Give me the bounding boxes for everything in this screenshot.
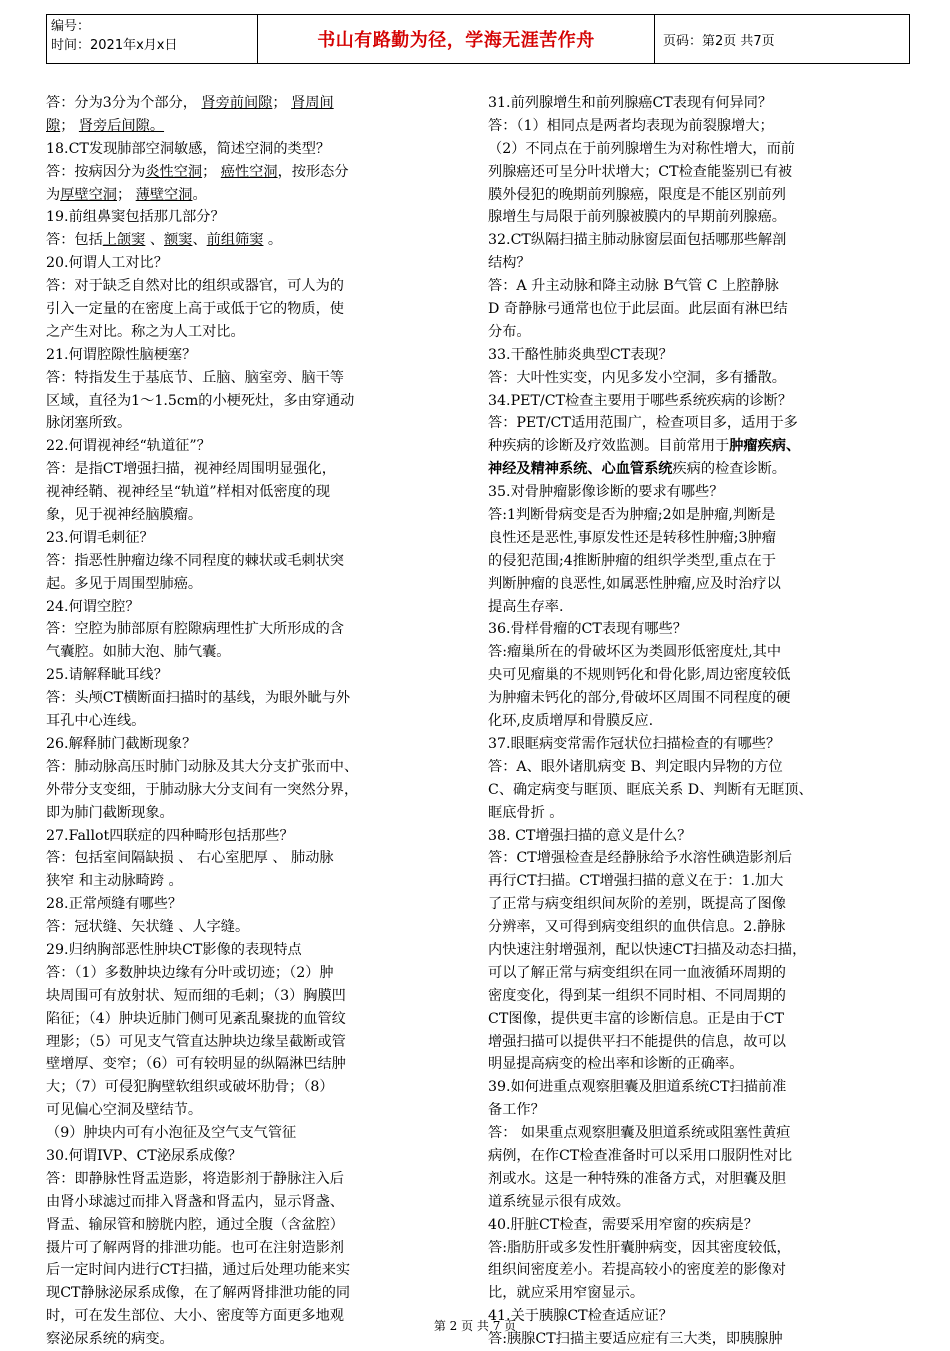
- text-line: [46, 550, 456, 573]
- text-segment: 答：按病因分为: [46, 163, 146, 180]
- page-info: 页码：第2页 共7页: [663, 33, 775, 49]
- text-line: [46, 1145, 456, 1168]
- text-segment: 道系统显示很有成效。: [488, 1193, 630, 1210]
- text-segment: 为肿瘤未钙化的部分,骨破坏区周围不同程度的硬: [488, 690, 791, 707]
- text-line: [488, 710, 908, 733]
- text-segment: ；: [272, 95, 292, 111]
- text-line: [488, 1145, 908, 1168]
- text-segment: 22.何谓视神经“轨道征”？: [46, 438, 211, 455]
- text-line: [488, 733, 908, 756]
- text-segment: 肾盂、输尿管和膀胱内腔，通过全腹（含盆腔）: [46, 1216, 344, 1233]
- text-segment: 区域，直径为1～1.5cm的小梗死灶，多由穿通动: [46, 392, 355, 409]
- text-line: [488, 1008, 908, 1031]
- text-line: [488, 802, 908, 825]
- text-line: [46, 1259, 456, 1282]
- text-line: [488, 687, 908, 710]
- text-line: [488, 206, 908, 229]
- text-segment: 32.CT纵隔扫描主肺动脉窗层面包括哪那些解剖: [488, 232, 787, 249]
- text-segment: 答：大叶性实变，内见多发小空洞，多有播散。: [488, 369, 786, 386]
- text-segment: 答:瘤巢所在的骨破坏区为类圆形低密度灶,其中: [488, 644, 782, 661]
- text-segment: 炎性空洞: [145, 163, 203, 180]
- text-segment: 答：PET/CT适用范围广，检查项目多，适用于多: [488, 415, 798, 432]
- text-segment: 耳孔中心连线。: [46, 713, 146, 730]
- text-segment: 答：（1）多数肿块边缘有分叶或切迹；（2）肿: [46, 964, 334, 981]
- text-segment: 答： 如果重点观察胆囊及胆道系统或阻塞性黄疸: [488, 1125, 791, 1142]
- text-line: [46, 893, 456, 916]
- text-segment: （2）不同点在于前列腺增生为对称性增大，而前: [488, 140, 795, 157]
- text-segment: 答：即静脉性肾盂造影，将造影剂于静脉注入后: [46, 1170, 344, 1187]
- text-line: [46, 229, 456, 252]
- text-segment: 再行CT扫描。CT增强扫描的意义在于：1.加大: [488, 873, 784, 890]
- text-segment: 23.何谓毛刺征？: [46, 529, 154, 546]
- text-segment: 了正常与病变组织间灰阶的差别，既提高了图像: [488, 896, 786, 913]
- text-segment: 薄壁空洞: [135, 186, 193, 203]
- text-line: [46, 1237, 456, 1260]
- text-line: [488, 1031, 908, 1054]
- text-line: [488, 1122, 908, 1145]
- text-segment: 膜外侵犯的晚期前列腺癌，限度是不能区别前列: [488, 186, 786, 203]
- text-segment: 壁增厚、变窄；（6）可有较明显的纵隔淋巴结肿: [46, 1056, 346, 1073]
- text-segment: 答:1判断骨病变是否为肿瘤;2如是肿瘤,判断是: [488, 507, 776, 524]
- text-segment: 额窦: [164, 232, 193, 249]
- page-header: [46, 14, 910, 64]
- text-line: [488, 779, 908, 802]
- text-line: [488, 664, 908, 687]
- text-line: [488, 390, 908, 413]
- text-line: [46, 618, 456, 641]
- text-line: [46, 298, 456, 321]
- text-segment: 答：头颅CT横断面扫描时的基线，为眼外眦与外: [46, 690, 351, 707]
- text-segment: 上颌窦: [102, 232, 146, 249]
- text-segment: 化环,皮质增厚和骨膜反应.: [488, 713, 654, 730]
- text-line: [488, 596, 908, 619]
- text-segment: 眶底骨折 。: [488, 804, 564, 821]
- text-segment: 答：是指CT增强扫描，视神经周围明显强化，: [46, 461, 336, 478]
- text-segment: 答：肺动脉高压时肺门动脉及其大分支扩张而中、: [46, 758, 359, 775]
- text-segment: 答：包括室间隔缺损 、 右心室肥厚 、 肺动脉: [46, 850, 334, 867]
- text-line: [46, 321, 456, 344]
- text-segment: 。: [263, 232, 283, 249]
- text-segment: 答：分为3分为个部分，: [46, 95, 202, 111]
- text-line: [488, 825, 908, 848]
- text-line: [488, 1259, 908, 1282]
- text-line: [46, 1214, 456, 1237]
- text-segment: 内快速注射增强剂，配以快速CT扫描及动态扫描，: [488, 941, 807, 958]
- text-segment: 答:脂肪肝或多发性肝囊肿病变，因其密度较低，: [488, 1239, 791, 1256]
- text-line: [488, 344, 908, 367]
- text-segment: 分布。: [488, 323, 531, 340]
- text-line: [46, 641, 456, 664]
- text-line: [488, 229, 908, 252]
- text-segment: 25.请解释眦耳线？: [46, 667, 168, 684]
- text-segment: 答：（1）相同点是两者均表现为前裂腺增大；: [488, 117, 774, 134]
- text-line: [46, 756, 456, 779]
- text-line: [46, 252, 456, 275]
- text-segment: 由肾小球滤过而排入肾盏和肾盂内，显示肾盏、: [46, 1193, 344, 1210]
- text-segment: 27.Fallot四联症的四种畸形包括那些？: [46, 827, 294, 844]
- text-segment: 病例，在作CT检查准备时可以采用口服阴性对比: [488, 1147, 793, 1164]
- text-line: [46, 115, 456, 138]
- text-line: [46, 367, 456, 390]
- text-segment: 19.前组鼻窦包括那几部分？: [46, 209, 225, 226]
- text-line: [488, 756, 908, 779]
- text-segment: 种疾病的诊断及疗效监测。目前常用于: [488, 438, 730, 455]
- text-segment: 可以了解正常与病变组织在同一血液循环周期的: [488, 964, 786, 981]
- text-segment: 提高生存率.: [488, 598, 564, 615]
- text-segment: 37.眼眶病变常需作冠状位扫描检查的有哪些？: [488, 735, 781, 752]
- text-segment: 现CT静脉泌尿系成像，在了解两肾排泄功能的同: [46, 1285, 351, 1302]
- text-segment: 、: [192, 232, 207, 249]
- text-segment: 剂或水。这是一种特殊的准备方式，对胆囊及胆: [488, 1170, 786, 1187]
- text-segment: 引入一定量的在密度上高于或低于它的物质，使: [46, 301, 344, 318]
- text-line: [46, 390, 456, 413]
- text-line: [488, 481, 908, 504]
- text-line: [46, 1053, 456, 1076]
- text-line: [488, 92, 908, 115]
- text-segment: 察泌尿系统的病变。: [46, 1331, 174, 1348]
- text-segment: 隙: [46, 117, 61, 134]
- text-segment: D 奇静脉弓通常也位于此层面。此层面有淋巴结: [488, 301, 788, 318]
- right-column: [488, 92, 908, 1351]
- text-segment: 神经及精神系统、心血管系统: [488, 461, 673, 478]
- text-segment: 29.归纳胸部恶性肿块CT影像的表现特点: [46, 941, 302, 958]
- text-segment: 36.骨样骨瘤的CT表现有哪些？: [488, 621, 687, 638]
- text-segment: 增强扫描可以提供平扫不能提供的信息，故可以: [488, 1033, 786, 1050]
- text-line: [46, 458, 456, 481]
- text-line: [46, 206, 456, 229]
- text-segment: 判断肿瘤的良恶性,如属恶性肿瘤,应及时治疗以: [488, 575, 781, 592]
- text-segment: 肾周间: [291, 95, 334, 111]
- text-segment: 39.如何进重点观察胆囊及胆道系统CT扫描前准: [488, 1079, 787, 1096]
- text-line: [488, 1053, 908, 1076]
- text-line: [46, 939, 456, 962]
- text-segment: CT图像，提供更丰富的诊断信息。正是由于CT: [488, 1010, 785, 1027]
- text-segment: 癌性空洞: [220, 163, 278, 180]
- text-line: [488, 618, 908, 641]
- text-segment: 20.何谓人工对比？: [46, 255, 168, 272]
- text-segment: 35.对骨肿瘤影像诊断的要求有哪些？: [488, 484, 724, 501]
- text-line: [488, 1282, 908, 1305]
- text-line: [46, 1191, 456, 1214]
- text-segment: 块周围可有放射状、短而细的毛刺；（3）胸膜凹: [46, 987, 346, 1004]
- text-segment: 分辨率，又可得到病变组织的血供信息。2.静脉: [488, 919, 786, 936]
- text-line: [46, 184, 456, 207]
- text-segment: 脉闭塞所致。: [46, 415, 132, 432]
- text-segment: 。: [192, 186, 207, 203]
- text-line: [46, 1008, 456, 1031]
- text-line: [46, 1168, 456, 1191]
- text-line: [488, 321, 908, 344]
- text-segment: 密度变化，得到某一组织不同时相、不同周期的: [488, 987, 786, 1004]
- text-segment: C、确定病变与眶顶、眶底关系 D、判断有无眶顶、: [488, 781, 813, 798]
- text-line: [488, 1168, 908, 1191]
- text-segment: 时，可在发生部位、大小、密度等方面更多地观: [46, 1308, 344, 1325]
- text-segment: 30.何谓IVP、CT泌尿系成像？: [46, 1147, 242, 1164]
- text-line: [46, 504, 456, 527]
- text-segment: ；: [116, 186, 136, 203]
- text-segment: 组织间密度差小。若提高较小的密度差的影像对: [488, 1262, 786, 1279]
- text-segment: 肾旁前间隙: [201, 95, 273, 111]
- text-line: [46, 687, 456, 710]
- text-line: [46, 847, 456, 870]
- text-segment: 陷征；（4）肿块近肺门侧可见紊乱聚拢的血管纹: [46, 1010, 346, 1027]
- text-segment: 气囊腔。如肺大泡、肺气囊。: [46, 644, 231, 661]
- text-line: [46, 1076, 456, 1099]
- text-line: [46, 412, 456, 435]
- motto: 书山有路勤为径，学海无涯苦作舟: [258, 15, 655, 63]
- text-line: [488, 161, 908, 184]
- text-segment: 比，就应采用窄窗显示。: [488, 1285, 645, 1302]
- text-segment: 34.PET/CT检查主要用于哪些系统疾病的诊断？: [488, 392, 793, 409]
- text-segment: 21.何谓腔隙性脑梗塞？: [46, 346, 197, 363]
- text-line: [488, 573, 908, 596]
- text-segment: 、: [145, 232, 165, 249]
- text-line: [488, 298, 908, 321]
- text-segment: 24.何谓空腔？: [46, 598, 140, 615]
- text-segment: 前组筛窦: [206, 232, 264, 249]
- text-line: [46, 733, 456, 756]
- text-segment: 视神经鞘、视神经呈“轨道”样相对低密度的现: [46, 484, 331, 501]
- text-segment: 答：空腔为肺部原有腔隙病理性扩大所形成的含: [46, 621, 344, 638]
- text-line: [46, 870, 456, 893]
- text-line: [46, 779, 456, 802]
- text-segment: 肿瘤疾病、: [729, 438, 801, 455]
- text-line: [488, 550, 908, 573]
- text-line: [46, 596, 456, 619]
- text-segment: 18.CT发现肺部空洞敏感，简述空洞的类型？: [46, 140, 331, 157]
- text-line: [488, 1214, 908, 1237]
- text-line: [46, 916, 456, 939]
- time-label: 时间：2021年x月x日: [51, 38, 178, 53]
- text-line: [46, 573, 456, 596]
- text-line: [46, 985, 456, 1008]
- text-line: [46, 435, 456, 458]
- text-line: [46, 1099, 456, 1122]
- text-segment: ；: [60, 117, 79, 134]
- text-line: [488, 367, 908, 390]
- text-line: [488, 412, 908, 435]
- text-line: [488, 435, 908, 458]
- page-footer: 第 2 页 共 7 页: [433, 1319, 517, 1333]
- text-segment: 腺增生与局限于前列腺被膜内的早期前列腺癌。: [488, 209, 786, 226]
- text-line: [488, 275, 908, 298]
- text-line: [46, 138, 456, 161]
- text-line: [46, 92, 456, 115]
- text-segment: 之产生对比。称之为人工对比。: [46, 323, 245, 340]
- text-segment: 起。多见于周围型肺癌。: [46, 575, 203, 592]
- text-line: [46, 527, 456, 550]
- text-segment: 后一定时间内进行CT扫描，通过后处理功能来实: [46, 1262, 351, 1279]
- text-line: [46, 710, 456, 733]
- text-segment: 26.解释肺门截断现象？: [46, 735, 197, 752]
- text-segment: 答：包括: [46, 232, 103, 249]
- text-segment: 大；（7）可侵犯胸壁软组织或破坏肋骨；（8）: [46, 1079, 334, 1096]
- text-line: [46, 1031, 456, 1054]
- text-segment: 外带分支变细，于肺动脉大分支间有一突然分界，: [46, 781, 359, 798]
- text-segment: 疾病的检查诊断。: [672, 461, 786, 478]
- text-line: [46, 802, 456, 825]
- text-segment: 答:胰腺CT扫描主要适应症有三大类，即胰腺肿: [488, 1331, 783, 1348]
- text-line: [46, 1122, 456, 1145]
- text-segment: 的侵犯范围;4推断肿瘤的组织学类型,重点在于: [488, 552, 776, 569]
- text-line: [488, 939, 908, 962]
- text-line: [488, 916, 908, 939]
- text-segment: 答：对于缺乏自然对比的组织或器官，可人为的: [46, 278, 344, 295]
- text-line: [488, 893, 908, 916]
- text-segment: 即为肺门截断现象。: [46, 804, 174, 821]
- text-segment: 答：CT增强检查是经静脉给予水溶性碘造影剂后: [488, 850, 793, 867]
- text-segment: 象，见于视神经脑膜瘤。: [46, 507, 203, 524]
- text-line: [488, 184, 908, 207]
- text-segment: 33.干酪性肺炎典型CT表现？: [488, 346, 673, 363]
- text-line: [488, 847, 908, 870]
- text-segment: 答：A 升主动脉和降主动脉 B气管 C 上腔静脉: [488, 278, 779, 295]
- text-line: [488, 1099, 908, 1122]
- text-segment: 理影；（5）可见支气管直达肿块边缘呈截断或管: [46, 1033, 346, 1050]
- text-line: [488, 252, 908, 275]
- text-line: [488, 115, 908, 138]
- text-line: [46, 962, 456, 985]
- text-segment: 央可见瘤巢的不规则钙化和骨化影,周边密度较低: [488, 667, 791, 684]
- text-line: [46, 344, 456, 367]
- text-line: [46, 275, 456, 298]
- text-segment: 厚壁空洞: [60, 186, 117, 203]
- text-segment: 摄片可了解两肾的排泄功能。也可在注射造影剂: [46, 1239, 344, 1256]
- text-line: [488, 962, 908, 985]
- text-segment: 答：特指发生于基底节、丘脑、脑室旁、脑干等: [46, 369, 344, 386]
- text-segment: 为: [46, 186, 61, 203]
- text-line: [46, 1282, 456, 1305]
- text-segment: 答：A、眼外诸肌病变 B、判定眼内异物的方位: [488, 758, 783, 775]
- text-line: [488, 138, 908, 161]
- text-segment: ，按形态分: [277, 163, 349, 180]
- text-segment: 结构？: [488, 255, 531, 272]
- text-line: [488, 527, 908, 550]
- text-line: [488, 641, 908, 664]
- text-line: [46, 481, 456, 504]
- text-segment: 明显提高病变的检出率和诊断的正确率。: [488, 1056, 744, 1073]
- header-meta: [47, 15, 258, 63]
- number-label: 编号：: [51, 19, 91, 34]
- text-segment: 狭窄 和主动脉畸跨 。: [46, 873, 183, 890]
- text-segment: （9）肿块内可有小泡征及空气支气管征: [46, 1125, 297, 1142]
- text-segment: 可见偏心空洞及壁结节。: [46, 1102, 203, 1119]
- text-line: [488, 985, 908, 1008]
- text-line: [488, 504, 908, 527]
- text-line: [488, 458, 908, 481]
- text-segment: 28.正常颅缝有哪些？: [46, 896, 183, 913]
- text-segment: 答：冠状缝、矢状缝 、人字缝。: [46, 919, 250, 936]
- text-segment: 答：指恶性肿瘤边缘不同程度的棘状或毛刺状突: [46, 552, 344, 569]
- text-line: [488, 1237, 908, 1260]
- text-segment: 40.肝脏CT检查，需要采用窄窗的疾病是？: [488, 1216, 758, 1233]
- text-segment: 肾旁后间隙。: [78, 117, 165, 134]
- text-line: [46, 825, 456, 848]
- text-line: [488, 1076, 908, 1099]
- text-line: [46, 664, 456, 687]
- text-segment: ；: [202, 163, 221, 180]
- text-line: [488, 870, 908, 893]
- text-segment: 41.关于胰腺CT检查适应证？: [488, 1308, 673, 1325]
- text-segment: 备工作？: [488, 1102, 545, 1119]
- text-segment: 31.前列腺增生和前列腺癌CT表现有何异同？: [488, 95, 773, 111]
- text-segment: 良性还是恶性,事原发性还是转移性肿瘤;3肿瘤: [488, 529, 776, 546]
- text-line: [46, 161, 456, 184]
- text-segment: 38. CT增强扫描的意义是什么？: [488, 827, 692, 844]
- text-segment: 列腺癌还可呈分叶状增大；CT检查能鉴别已有被: [488, 163, 793, 180]
- left-column: [46, 92, 456, 1351]
- text-line: [488, 1191, 908, 1214]
